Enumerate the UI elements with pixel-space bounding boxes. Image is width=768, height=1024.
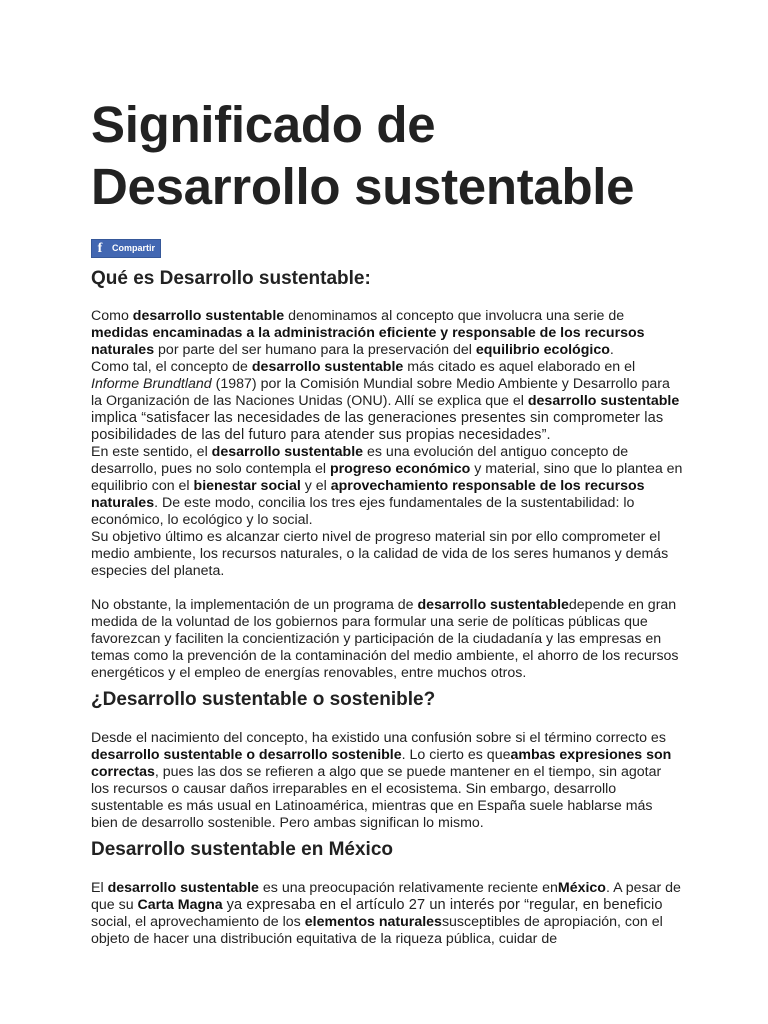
share-button[interactable]	[91, 239, 161, 258]
paragraph-mexico: El desarrollo sustentable es una preocupación relativamente reciente enMéxico. A pesar de que su Carta Magna ya expresaba en el artículo 27 un interés por “regular, en beneficio social, el aprovechamiento de los elementos naturalessusceptibles de apropiación, con el objeto de hacer una distribución equitativa de la riqueza pública, cuidar de	[91, 880, 681, 947]
paragraph-implementation: No obstante, la implementación de un programa de desarrollo sustentabledepende en gran medida de la voluntad de los gobiernos para formular una serie de políticas públicas que favorezcan y faciliten la concientización y participación de la ciudadanía y las empresas en temas como la prevención de la contaminación del medio ambiente, el ahorro de los recursos energéticos y el empleo de energías renovables, entre muchos otros.	[91, 597, 679, 681]
section-heading-mexico: Desarrollo sustentable en México	[91, 839, 393, 860]
section-heading-sustentable-o-sostenible: ¿Desarrollo sustentable o sostenible?	[91, 689, 436, 710]
section-heading-que-es: Qué es Desarrollo sustentable:	[91, 268, 371, 289]
paragraph-sustentable-o-sostenible: Desde el nacimiento del concepto, ha existido una confusión sobre si el término correcto es desarrollo sustentable o desarrollo sostenible. Lo cierto es queambas expresiones son correctas, pues las dos se refieren a algo que se puede mantener en el tiempo, sin agotar los recursos o causar daños irreparables en el ecosistema. Sin embargo, desarrollo sustentable es más usual en Latinoamérica, mientras que en España suele hablarse más bien de desarrollo sostenible. Pero ambas significan lo mismo.	[91, 730, 672, 831]
facebook-f-icon: f	[97, 241, 103, 256]
paragraph-definition: Como desarrollo sustentable denominamos al concepto que involucra una serie de medidas encaminadas a la administración eficiente y responsable de los recursos naturales por parte del ser humano para la preservación del equilibrio ecológico. Como tal, el concepto de desarrollo sustentable más citado es aquel elaborado en el Informe Brundtland (1987) por la Comisión Mundial sobre Medio Ambiente y Desarrollo para la Organización de las Naciones Unidas (ONU). Allí se explica que el desarrollo sustentable implica “satisfacer las necesidades de las generaciones presentes sin comprometer las posibilidades de las del futuro para atender sus propias necesidades”. En este sentido, el desarrollo sustentable es una evolución del antiguo concepto de desarrollo, pues no solo contempla el progreso económico y material, sino que lo plantea en equilibrio con el bienestar social y el aprovechamiento responsable de los recursos naturales. De este modo, concilia los tres ejes fundamentales de la sustentabilidad: lo económico, lo ecológico y lo social. Su objetivo último es alcanzar cierto nivel de progreso material sin por ello comprometer el medio ambiente, los recursos naturales, o la calidad de vida de los seres humanos y demás especies del planeta.	[91, 308, 683, 579]
page-title: Significado de Desarrollo sustentable	[91, 96, 635, 215]
share-label: Compartir	[112, 243, 156, 253]
article	[91, 94, 683, 948]
